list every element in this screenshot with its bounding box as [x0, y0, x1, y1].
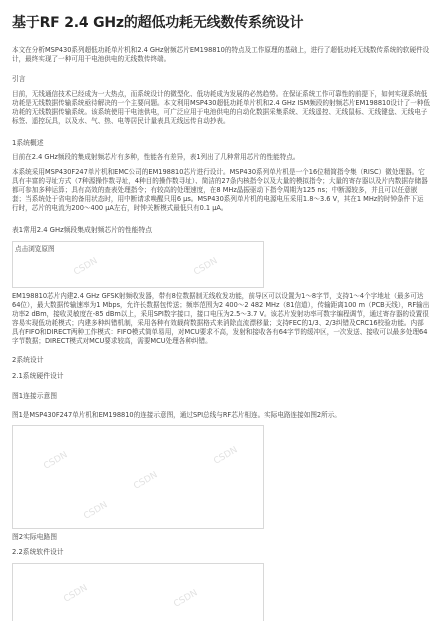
table1-image[interactable]	[12, 241, 264, 288]
figure3-image[interactable]	[12, 563, 264, 621]
watermark: CSDN	[82, 500, 110, 522]
figure2-image[interactable]	[12, 425, 264, 529]
section1-paragraph: 目前在2.4 GHz频段的集成射频芯片有多种，性能各有差异，表1列出了几种常用芯片的性能特点。	[12, 153, 300, 161]
watermark: CSDN	[42, 450, 70, 472]
section21-heading: 2.1系统硬件设计	[12, 372, 64, 380]
section1-heading: 1系统概述	[12, 139, 44, 147]
watermark: CSDN	[132, 470, 160, 492]
chip-paragraph: EM198810芯片内建2.4 GHz GFSK射频收发器，带有8位数据制无线收发功能，前导区可以设置为1～8字节，支持1～4个字地址（最多可达64位），最大数据传输速率为1 Mbps，允许长数据包传送；频率范围为2 400～2 482 MHz（81信道），传输距离100 m（PCB天线），RF输出功率2 dBm，接收灵敏度在-85 dBm以上，采用SPI数字接口，接口电压为2.5～3.7 V。该芯片发射功率可数字编程调节，通过寄存器的设置很容易实现低功耗模式；内建多种纠错机制，采用各种有效载荷数据格式来消除直流漂移量；支持FEC的1/3、2/3纠错及CRC16校验功能。内部具有FIFO和DIRECT两种工作模式：FIFO模式简单易用，对MCU要求不高，发射和接收各有64字节的缓冲区，一次发送、接收可以最多处理64字节数据；DIRECT模式对MCU要求较高，需要MCU处理各种纠错。	[12, 292, 430, 345]
section1-paragraph-2: 本系统采用MSP430F247单片机和EMC公司的EM198810芯片进行设计。MSP430系列单片机是一个16位精简指令集（RISC）微处理器。它具有丰富的寻址方式（7种源操作数寻址，4种目的操作数寻址）、简洁的27条内核指令以及大量的模拟指令；大量的寄存器以及片内数据存储器都可参加多种运算；具有高效的查表处理指令；有较高的处理速度，在8 MHz晶振驱动下指令周期为125 ns；中断源较多，并且可以任意嵌套；当系统处于省电的备用状态时，用中断请求唤醒只用6 μs。MSP430系列单片机的电源电压采用1.8～3.6 V，其在1 MHz的时钟条件下运行时，芯片的电流为200～400 μA左右，时钟关断模式最低只有0.1 μA。	[12, 168, 428, 212]
intro-heading: 引言	[12, 75, 26, 83]
section2-heading: 2系统设计	[12, 356, 44, 364]
image-link[interactable]: 点击浏览原图	[15, 245, 55, 253]
section22-heading: 2.2系统软件设计	[12, 548, 64, 556]
watermark: CSDN	[172, 588, 200, 610]
watermark: CSDN	[62, 583, 90, 605]
table1-caption: 表1常用2.4 GHz频段集成射频芯片的性能特点	[12, 226, 152, 234]
watermark: CSDN	[192, 256, 220, 278]
intro-paragraph: 目前，无线通信技术已经成为一大热点，而系统设计的微型化、低功耗成为发展的必然趋势。在保证系统工作可靠性的前提下，如何实现系统低功耗是无线数据传输系统亟待解决的一个主要问题。本文利用MSP430超低功耗单片机和2.4 GHz ISM频段的射频芯片EM198810设计了一种低功耗的无线数据传输系统。该系统使用干电池供电，可广泛应用于电池供电的自动化数据采集系统、无线遥控、无线鼠标、无线键盘、无线电子标签、遥控玩具，以及水、气、热、电等居民计量表具无线远传自动抄表。	[12, 90, 430, 125]
figure2-caption: 图2实际电路图	[12, 533, 58, 541]
figure1-caption: 图1连接示意图	[12, 392, 58, 400]
watermark: CSDN	[72, 256, 100, 278]
abstract-paragraph: 本文在分析MSP430系列超低功耗单片机和2.4 GHz射频芯片EM198810的特点及工作原理的基础上，进行了超低功耗无线数传系统的软硬件设计，最终实现了一种可用干电池供电的无线数传终端。	[12, 46, 430, 63]
watermark: CSDN	[212, 445, 240, 467]
figure1-paragraph: 图1是MSP430F247单片机和EM198810的连接示意图，通过SPI总线与RF芯片相连。实际电路连接如图2所示。	[12, 411, 341, 419]
article-title: 基于RF 2.4 GHz的超低功耗无线数传系统设计	[12, 15, 304, 31]
